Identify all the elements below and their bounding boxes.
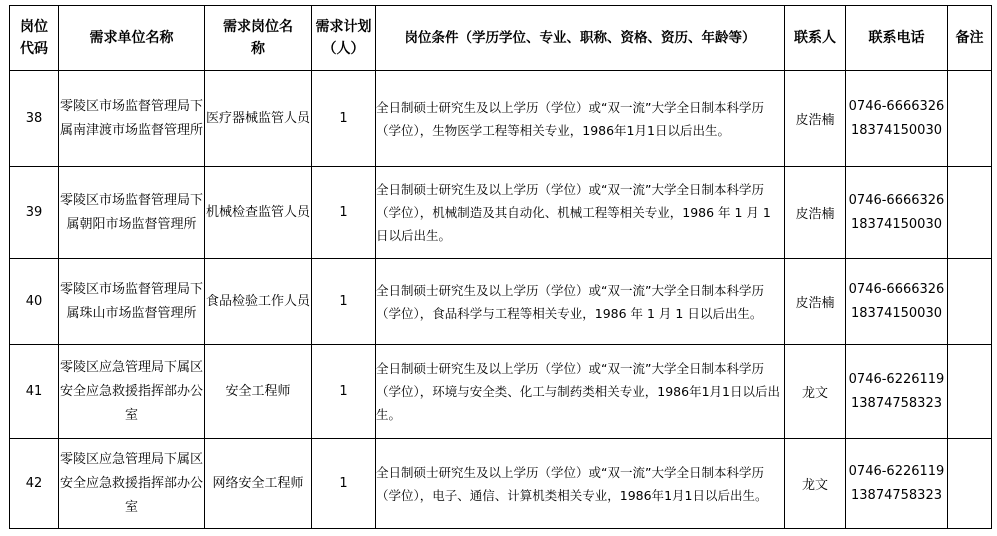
phone-mobile: 13874758323 <box>851 395 942 411</box>
header-code: 岗位代码 <box>10 6 59 71</box>
header-post: 需求岗位名称 <box>205 6 312 71</box>
row-remark <box>948 345 992 439</box>
row-plan: 1 <box>312 439 376 529</box>
header-contact: 联系人 <box>785 6 846 71</box>
row-contact: 皮浩楠 <box>785 71 846 167</box>
phone-landline: 0746-6226119 <box>848 371 945 387</box>
row-remark <box>948 259 992 345</box>
phone-mobile: 18374150030 <box>851 122 942 138</box>
row-plan: 1 <box>312 71 376 167</box>
row-remark <box>948 439 992 529</box>
row-post: 医疗器械监管人员 <box>205 71 312 167</box>
phone-mobile: 18374150030 <box>851 305 942 321</box>
header-conditions: 岗位条件（学历学位、专业、职称、资格、资历、年龄等） <box>376 6 785 71</box>
row-contact: 龙文 <box>785 345 846 439</box>
row-unit: 零陵区市场监督管理局下属南津渡市场监督管理所 <box>59 71 205 167</box>
table-row <box>10 259 992 345</box>
table-row <box>10 439 992 529</box>
table-row <box>10 345 992 439</box>
recruitment-table <box>9 5 992 529</box>
row-code: 39 <box>10 167 59 259</box>
phone-landline: 0746-6666326 <box>848 192 945 208</box>
row-unit: 零陵区应急管理局下属区安全应急救援指挥部办公室 <box>59 439 205 529</box>
row-contact: 龙文 <box>785 439 846 529</box>
row-code: 38 <box>10 71 59 167</box>
row-phone <box>846 167 948 259</box>
row-plan: 1 <box>312 167 376 259</box>
row-code: 42 <box>10 439 59 529</box>
row-contact: 皮浩楠 <box>785 167 846 259</box>
phone-mobile: 13874758323 <box>851 487 942 503</box>
row-post: 食品检验工作人员 <box>205 259 312 345</box>
header-row <box>10 6 992 71</box>
row-remark <box>948 167 992 259</box>
header-unit: 需求单位名称 <box>59 6 205 71</box>
row-phone <box>846 439 948 529</box>
row-conditions: 全日制硕士研究生及以上学历（学位）或“双一流”大学全日制本科学历（学位），机械制造及其自动化、机械工程等相关专业，1986 年 1 月 1 日以后出生。 <box>376 167 785 259</box>
phone-landline: 0746-6666326 <box>848 281 945 297</box>
row-code: 40 <box>10 259 59 345</box>
row-unit: 零陵区市场监督管理局下属珠山市场监督管理所 <box>59 259 205 345</box>
row-conditions: 全日制硕士研究生及以上学历（学位）或“双一流”大学全日制本科学历（学位），电子、通信、计算机类相关专业，1986年1月1日以后出生。 <box>376 439 785 529</box>
table-row <box>10 71 992 167</box>
row-conditions: 全日制硕士研究生及以上学历（学位）或“双一流”大学全日制本科学历（学位），食品科学与工程等相关专业，1986 年 1 月 1 日以后出生。 <box>376 259 785 345</box>
row-unit: 零陵区市场监督管理局下属朝阳市场监督管理所 <box>59 167 205 259</box>
row-contact: 皮浩楠 <box>785 259 846 345</box>
row-post: 网络安全工程师 <box>205 439 312 529</box>
row-plan: 1 <box>312 259 376 345</box>
phone-landline: 0746-6226119 <box>848 463 945 479</box>
row-conditions: 全日制硕士研究生及以上学历（学位）或“双一流”大学全日制本科学历（学位），环境与安全类、化工与制药类相关专业，1986年1月1日以后出生。 <box>376 345 785 439</box>
row-remark <box>948 71 992 167</box>
row-conditions: 全日制硕士研究生及以上学历（学位）或“双一流”大学全日制本科学历（学位），生物医学工程等相关专业，1986年1月1日以后出生。 <box>376 71 785 167</box>
row-plan: 1 <box>312 345 376 439</box>
header-plan: 需求计划（人） <box>312 6 376 71</box>
row-unit: 零陵区应急管理局下属区安全应急救援指挥部办公室 <box>59 345 205 439</box>
row-post: 安全工程师 <box>205 345 312 439</box>
row-phone <box>846 259 948 345</box>
phone-landline: 0746-6666326 <box>848 98 945 114</box>
row-phone <box>846 345 948 439</box>
row-post: 机械检查监管人员 <box>205 167 312 259</box>
phone-mobile: 18374150030 <box>851 216 942 232</box>
header-remark: 备注 <box>948 6 992 71</box>
table-row <box>10 167 992 259</box>
header-phone: 联系电话 <box>846 6 948 71</box>
row-phone <box>846 71 948 167</box>
row-code: 41 <box>10 345 59 439</box>
